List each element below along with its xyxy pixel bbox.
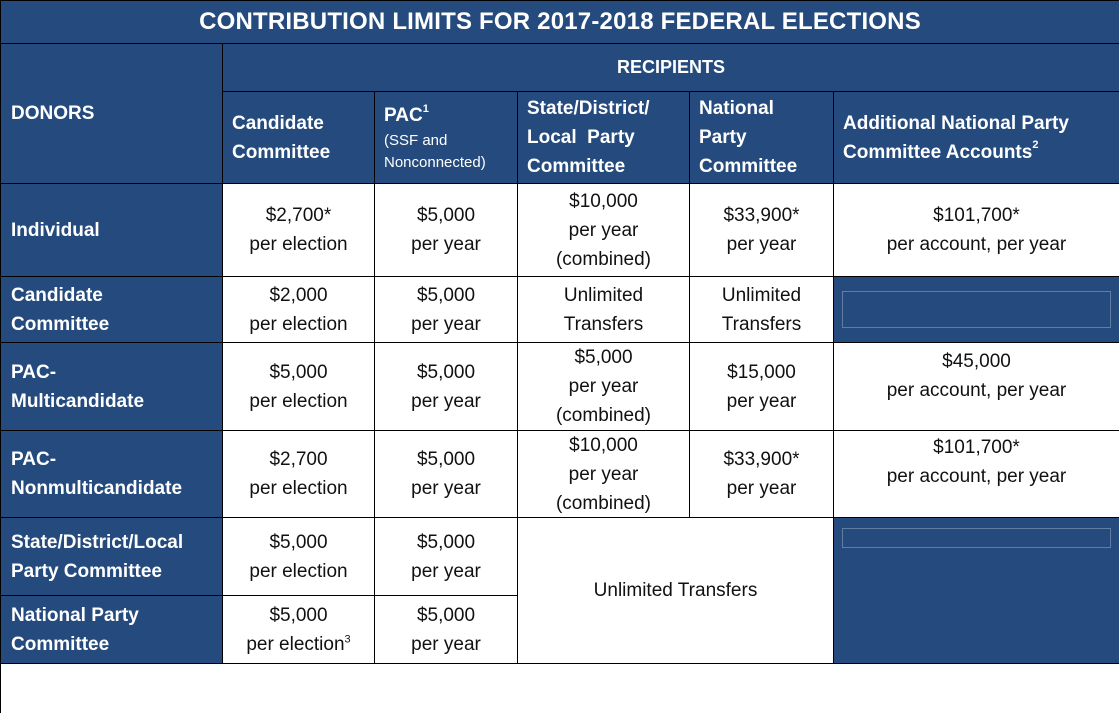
unit: per year — [411, 560, 481, 582]
recipients-header — [223, 44, 1119, 92]
column-header-line: National — [699, 98, 774, 119]
unit-text: per election — [246, 633, 345, 655]
cell-individual-pac — [375, 184, 518, 277]
row-header-pac-nonmulticandidate — [1, 431, 223, 518]
row-header-label: Multicandidate — [11, 390, 145, 412]
cell-individual-national-party — [690, 184, 834, 277]
amount: $15,000 — [727, 361, 796, 383]
transfer-text: Unlimited Transfers — [593, 580, 758, 601]
row-header-national-party-committee — [1, 596, 223, 664]
column-header-state-party — [518, 92, 690, 184]
cell-inner-guide — [842, 528, 1111, 548]
amount: $5,000 — [416, 205, 476, 226]
unit: per year — [726, 390, 797, 412]
amount: $10,000 — [569, 434, 638, 456]
cell-party-unlimited-transfers — [518, 518, 834, 664]
row-header-candidate-committee — [1, 277, 223, 343]
unit: per year — [568, 219, 639, 241]
row-header-label: Committee — [11, 313, 110, 335]
cell-pac-multicandidate-candidate — [223, 343, 375, 431]
unit: per year — [568, 463, 639, 485]
note: (combined) — [555, 248, 652, 270]
transfer-text: Transfers — [721, 313, 802, 335]
amount: $2,700* — [265, 205, 332, 226]
column-header-national-party — [690, 92, 834, 184]
footnote-marker: 2 — [1032, 139, 1039, 152]
column-header-line: Local Party — [527, 127, 635, 148]
cell-national-party-candidate — [223, 596, 375, 664]
amount: $101,700* — [933, 205, 1020, 226]
column-header-line: State/District/ — [527, 98, 650, 119]
cell-pac-multicandidate-pac — [375, 343, 518, 431]
row-header-label: Party Committee — [11, 560, 162, 582]
recipients-label: RECIPIENTS — [616, 57, 726, 77]
footnote-marker: 3 — [344, 633, 351, 646]
unit: per account, per year — [886, 234, 1067, 255]
pac-label: PAC — [384, 105, 423, 126]
unit: per account, per year — [886, 466, 1067, 487]
cell-pac-nonmulticandidate-candidate — [223, 431, 375, 518]
column-header-line — [384, 101, 517, 130]
column-header-line: Committee — [699, 156, 798, 177]
cell-state-party-pac — [375, 518, 518, 596]
cell-candidate-committee-candidate — [223, 277, 375, 343]
cell-pac-nonmulticandidate-additional-accounts — [834, 431, 1119, 518]
cell-individual-candidate — [223, 184, 375, 277]
amount: $10,000 — [569, 190, 638, 212]
unit: per year — [411, 234, 481, 255]
column-header-line: Committee — [232, 141, 331, 163]
unit: per election — [249, 560, 348, 582]
cell-party-additional-accounts-empty — [834, 518, 1119, 664]
amount: $5,000 — [416, 361, 476, 383]
cell-pac-multicandidate-state-party — [518, 343, 690, 431]
column-header-line — [843, 138, 1119, 167]
row-header-label: Candidate — [11, 284, 103, 306]
cell-pac-nonmulticandidate-national-party — [690, 431, 834, 518]
amount: $5,000 — [416, 531, 476, 553]
unit: per year — [411, 633, 481, 655]
unit: per election — [249, 478, 348, 499]
cell-pac-multicandidate-additional-accounts — [834, 343, 1119, 431]
unit: per year — [411, 390, 481, 412]
amount: $5,000 — [416, 604, 476, 626]
amount: $5,000 — [269, 361, 328, 383]
amount: $5,000 — [269, 604, 328, 626]
donors-header — [1, 44, 223, 184]
transfer-text: Unlimited — [721, 284, 802, 306]
row-header-label: National Party — [11, 604, 139, 626]
cell-individual-additional-accounts — [834, 184, 1119, 277]
unit: per election — [249, 234, 348, 255]
footnote-marker: 1 — [422, 102, 429, 115]
unit — [246, 630, 350, 659]
cell-national-party-pac — [375, 596, 518, 664]
cell-candidate-committee-national-party — [690, 277, 834, 343]
unit: per year — [726, 234, 797, 255]
row-header-label: State/District/Local — [11, 531, 184, 553]
cell-individual-state-party — [518, 184, 690, 277]
column-header-additional-accounts — [834, 92, 1119, 184]
column-header-subtext: (SSF and — [384, 132, 448, 149]
amount: $45,000 — [942, 351, 1011, 372]
amount: $5,000 — [416, 449, 476, 470]
amount: $33,900* — [723, 205, 800, 226]
column-header-pac — [375, 92, 518, 184]
unit: per year — [411, 478, 481, 499]
cell-candidate-committee-state-party — [518, 277, 690, 343]
column-header-subtext: Nonconnected) — [384, 154, 486, 171]
column-header-candidate-committee — [223, 92, 375, 184]
cell-candidate-committee-additional-accounts-empty — [834, 277, 1119, 343]
transfer-text: Transfers — [563, 313, 644, 335]
page-title: CONTRIBUTION LIMITS FOR 2017-2018 FEDERAL ELECTIONS — [1, 1, 1119, 44]
row-header-label: PAC- — [11, 361, 57, 383]
row-header-label: Nonmulticandidate — [11, 478, 183, 499]
unit: per account, per year — [886, 380, 1067, 401]
cell-candidate-committee-pac — [375, 277, 518, 343]
cell-state-party-candidate — [223, 518, 375, 596]
row-header-state-party-committee — [1, 518, 223, 596]
column-header-line: Party — [699, 127, 747, 148]
row-header-individual — [1, 184, 223, 277]
transfer-text: Unlimited — [563, 284, 644, 306]
cell-pac-nonmulticandidate-pac — [375, 431, 518, 518]
amount: $2,700 — [269, 449, 328, 470]
amount: $2,000 — [269, 284, 328, 306]
column-header-line: Committee — [527, 156, 626, 177]
donors-label: DONORS — [11, 102, 95, 124]
row-header-label: Committee — [11, 633, 110, 655]
unit: per year — [411, 313, 481, 335]
unit: per election — [249, 313, 348, 335]
amount: $101,700* — [933, 437, 1020, 458]
amount: $5,000 — [416, 284, 476, 306]
unit: per year — [568, 376, 639, 397]
cell-pac-nonmulticandidate-state-party — [518, 431, 690, 518]
amount: $33,900* — [723, 449, 800, 470]
additional-accounts-label: Committee Accounts — [843, 141, 1033, 163]
amount: $5,000 — [269, 531, 328, 553]
amount: $5,000 — [574, 347, 633, 368]
row-header-pac-multicandidate — [1, 343, 223, 431]
row-header-label: PAC- — [11, 449, 57, 470]
unit: per year — [726, 478, 797, 499]
cell-inner-guide — [842, 291, 1111, 328]
row-header-label: Individual — [11, 219, 100, 241]
note: (combined) — [555, 492, 652, 514]
unit: per election — [249, 390, 348, 412]
column-header-line: Additional National Party — [843, 112, 1069, 134]
cell-pac-multicandidate-national-party — [690, 343, 834, 431]
column-header-line: Candidate — [232, 112, 324, 134]
note: (combined) — [555, 405, 652, 426]
